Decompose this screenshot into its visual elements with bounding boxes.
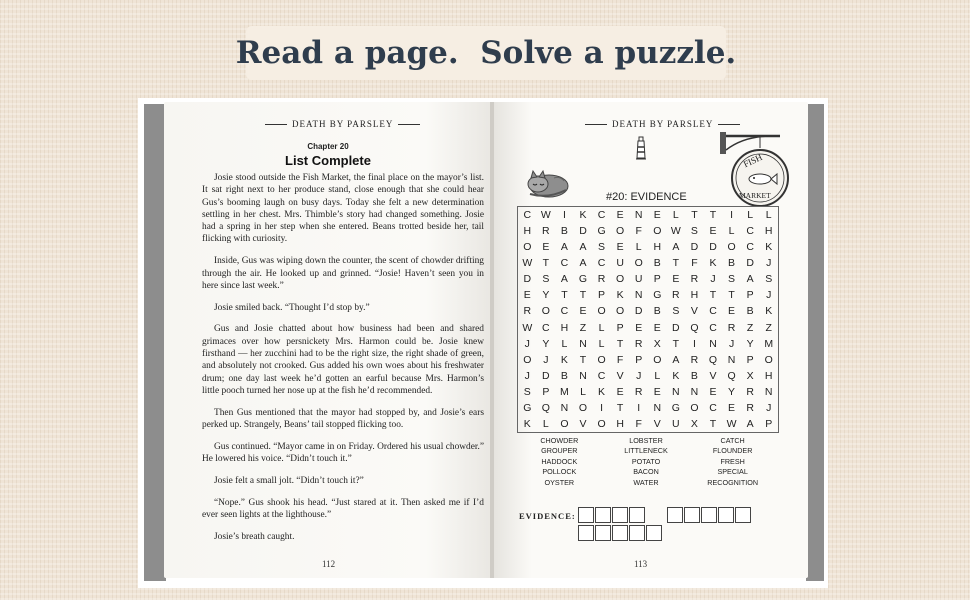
- grid-letter[interactable]: B: [728, 257, 736, 270]
- word-list-item: GROUPER: [541, 446, 578, 456]
- word-search-grid[interactable]: [517, 206, 779, 433]
- grid-letter[interactable]: P: [542, 385, 550, 398]
- grid-letter[interactable]: W: [726, 417, 737, 430]
- grid-letter[interactable]: S: [542, 273, 550, 286]
- grid-letter[interactable]: C: [542, 321, 550, 334]
- grid-letter[interactable]: P: [746, 289, 754, 302]
- grid-letter[interactable]: J: [766, 289, 772, 302]
- grid-letter[interactable]: R: [690, 353, 699, 366]
- grid-letter[interactable]: F: [691, 257, 698, 270]
- grid-letter[interactable]: O: [523, 353, 532, 366]
- grid-letter[interactable]: J: [636, 369, 642, 382]
- grid-letter[interactable]: E: [728, 401, 736, 414]
- grid-letter[interactable]: P: [635, 353, 643, 366]
- grid-letter[interactable]: C: [597, 369, 606, 382]
- sign-text-bottom: MARKET: [739, 191, 771, 200]
- grid-letter[interactable]: O: [653, 353, 662, 366]
- answer-letter-box[interactable]: [595, 507, 611, 523]
- grid-letter[interactable]: L: [561, 337, 568, 350]
- grid-letter[interactable]: L: [672, 209, 679, 222]
- grid-letter[interactable]: E: [728, 305, 736, 318]
- evidence-label: EVIDENCE:: [519, 511, 576, 521]
- word-list-item: SPECIAL: [717, 467, 748, 477]
- paragraph: Josie smiled back. “Thought I’d stop by.”: [214, 302, 370, 313]
- grid-letter[interactable]: O: [523, 241, 532, 254]
- grid-letter[interactable]: N: [634, 209, 643, 222]
- grid-letter[interactable]: H: [764, 369, 773, 382]
- grid-letter[interactable]: T: [579, 289, 587, 302]
- grid-letter[interactable]: A: [746, 273, 754, 286]
- running-head-right: DEATH BY PARSLEY: [580, 119, 745, 129]
- grid-letter[interactable]: N: [709, 337, 717, 350]
- grid-letter[interactable]: P: [765, 417, 773, 430]
- grid-letter[interactable]: L: [728, 225, 735, 238]
- grid-letter[interactable]: W: [540, 209, 551, 222]
- word-list-column: [603, 436, 690, 488]
- grid-letter[interactable]: E: [709, 385, 717, 398]
- grid-letter[interactable]: O: [634, 257, 643, 270]
- grid-letter[interactable]: N: [690, 385, 699, 398]
- answer-letter-box[interactable]: [667, 507, 683, 523]
- grid-letter[interactable]: D: [634, 305, 643, 318]
- grid-letter[interactable]: N: [672, 385, 680, 398]
- grid-letter[interactable]: E: [653, 209, 661, 222]
- grid-letter[interactable]: G: [597, 225, 606, 238]
- grid-letter[interactable]: V: [709, 369, 717, 382]
- running-head-left: DEATH BY PARSLEY: [260, 119, 425, 129]
- grid-letter[interactable]: G: [671, 401, 680, 414]
- grid-letter[interactable]: S: [672, 305, 680, 318]
- sleeping-cat-icon: [524, 168, 570, 198]
- grid-letter[interactable]: X: [690, 417, 698, 430]
- grid-letter[interactable]: K: [579, 209, 587, 222]
- grid-letter[interactable]: S: [523, 385, 531, 398]
- grid-letter[interactable]: T: [691, 209, 698, 222]
- grid-letter[interactable]: O: [541, 305, 550, 318]
- grid-letter[interactable]: E: [635, 321, 643, 334]
- grid-letter[interactable]: E: [653, 321, 661, 334]
- grid-letter[interactable]: V: [616, 369, 624, 382]
- open-book: [138, 98, 828, 588]
- page-number-right: 113: [634, 559, 648, 569]
- grid-letter[interactable]: Z: [746, 321, 754, 334]
- grid-letter[interactable]: E: [579, 305, 587, 318]
- chapter-text: [202, 172, 484, 553]
- grid-letter[interactable]: Q: [541, 401, 550, 414]
- grid-letter[interactable]: R: [542, 225, 550, 238]
- grid-letter[interactable]: T: [672, 337, 680, 350]
- grid-letter[interactable]: T: [709, 209, 717, 222]
- grid-letter[interactable]: N: [727, 353, 736, 366]
- answer-letter-box[interactable]: [629, 507, 645, 523]
- page-number-left: 112: [322, 559, 336, 569]
- grid-letter[interactable]: Q: [690, 321, 699, 334]
- answer-box-group[interactable]: [578, 525, 663, 541]
- grid-letter[interactable]: S: [765, 273, 773, 286]
- grid-letter[interactable]: A: [560, 273, 568, 286]
- grid-letter[interactable]: L: [765, 209, 772, 222]
- word-list-item: POTATO: [631, 456, 661, 466]
- grid-letter[interactable]: A: [746, 417, 754, 430]
- grid-letter[interactable]: C: [709, 401, 717, 414]
- answer-letter-box[interactable]: [612, 525, 628, 541]
- headline: Read a page. Solve a puzzle.: [235, 35, 737, 71]
- grid-letter[interactable]: Y: [746, 337, 754, 350]
- grid-letter[interactable]: D: [523, 273, 532, 286]
- grid-letter[interactable]: G: [653, 289, 662, 302]
- lighthouse-icon: [635, 136, 647, 160]
- grid-letter[interactable]: E: [542, 241, 550, 254]
- word-list-item: FLOUNDER: [712, 446, 753, 456]
- grid-letter[interactable]: T: [709, 289, 717, 302]
- grid-letter[interactable]: D: [690, 241, 699, 254]
- paragraph: Josie stood outside the Fish Market, the final place on the mayor’s list. It sat right next to her produce stand, close enough that she could hear Gus’s booming laugh on busy days. Today she felt a new determination settling in her chest. Mrs. Thimble’s story had changed something. Josie had a spring in her step when she entered. Beans trotted beside her, tail flicking with curiosity.: [202, 173, 484, 245]
- sign-text-top: FISH: [741, 152, 764, 170]
- paragraph: Inside, Gus was wiping down the counter, the scent of chowder drifting through the air. He looked up and grinned. “Josie! Haven’t seen you in here since last week.”: [202, 256, 484, 291]
- grid-letter[interactable]: O: [764, 353, 773, 366]
- chapter-label: Chapter 20: [307, 142, 349, 151]
- grid-letter[interactable]: E: [653, 385, 661, 398]
- answer-letter-box[interactable]: [718, 507, 734, 523]
- grid-letter[interactable]: A: [579, 241, 587, 254]
- book-cover-left: [144, 104, 166, 581]
- paragraph: “Nope.” Gus shook his head. “Just stared at it. Then asked me if I’d ever seen lights at the lighthouse.”: [202, 497, 484, 521]
- book-cover-right: [806, 104, 824, 581]
- grid-letter[interactable]: N: [579, 369, 587, 382]
- grid-letter[interactable]: H: [560, 321, 569, 334]
- grid-letter[interactable]: J: [766, 257, 772, 270]
- grid-letter[interactable]: B: [746, 305, 754, 318]
- grid-letter[interactable]: O: [597, 417, 606, 430]
- grid-letter[interactable]: I: [692, 337, 696, 350]
- paragraph: Josie felt a small jolt. “Didn’t touch it?”: [214, 475, 364, 486]
- grid-letter[interactable]: E: [616, 209, 624, 222]
- word-list-item: LITTLENECK: [624, 446, 668, 456]
- grid-letter[interactable]: K: [598, 385, 606, 398]
- grid-letter[interactable]: R: [634, 337, 643, 350]
- grid-letter[interactable]: N: [579, 337, 587, 350]
- paragraph: Gus continued. “Mayor came in on Friday. Ordered his usual chowder.” He lowered his voice. “Didn’t touch it.”: [202, 441, 484, 465]
- grid-letter[interactable]: Z: [579, 321, 587, 334]
- grid-letter[interactable]: W: [670, 225, 681, 238]
- grid-letter[interactable]: T: [709, 417, 717, 430]
- grid-letter[interactable]: Q: [708, 353, 718, 366]
- grid-letter[interactable]: E: [523, 289, 531, 302]
- grid-letter[interactable]: A: [672, 353, 680, 366]
- grid-letter[interactable]: C: [597, 209, 606, 222]
- answer-letter-box[interactable]: [578, 507, 594, 523]
- grid-letter[interactable]: T: [728, 289, 735, 302]
- grid-letter[interactable]: J: [728, 337, 735, 350]
- grid-letter[interactable]: I: [562, 209, 566, 222]
- grid-letter[interactable]: C: [746, 225, 754, 238]
- grid-letter[interactable]: M: [560, 385, 569, 398]
- grid-letter[interactable]: B: [653, 257, 661, 270]
- word-list-item: LOBSTER: [629, 436, 663, 445]
- left-page: [164, 102, 492, 578]
- word-list-item: WATER: [633, 477, 659, 487]
- answer-letter-box[interactable]: [701, 507, 717, 523]
- grid-letter[interactable]: B: [560, 225, 568, 238]
- word-list-item: RECOGNITION: [707, 477, 759, 487]
- grid-letter[interactable]: O: [616, 225, 625, 238]
- grid-letter[interactable]: O: [616, 273, 625, 286]
- grid-letter[interactable]: L: [598, 321, 605, 334]
- grid-letter[interactable]: E: [616, 385, 624, 398]
- grid-letter[interactable]: D: [746, 257, 754, 270]
- grid-letter[interactable]: H: [764, 225, 773, 238]
- grid-letter[interactable]: N: [764, 385, 773, 398]
- grid-letter[interactable]: D: [579, 225, 587, 238]
- grid-letter[interactable]: J: [710, 273, 716, 286]
- answer-letter-box[interactable]: [684, 507, 700, 523]
- word-list-item: CATCH: [720, 436, 745, 445]
- grid-letter[interactable]: N: [560, 401, 569, 414]
- grid-letter[interactable]: H: [616, 417, 624, 430]
- word-list-column: [689, 436, 776, 488]
- grid-letter[interactable]: F: [635, 417, 642, 430]
- grid-letter[interactable]: Z: [765, 321, 772, 334]
- grid-letter[interactable]: O: [616, 305, 625, 318]
- paragraph: Josie’s breath caught.: [214, 531, 295, 542]
- grid-letter[interactable]: U: [634, 273, 643, 286]
- grid-letter[interactable]: K: [616, 289, 624, 302]
- grid-letter[interactable]: J: [524, 369, 530, 382]
- grid-letter[interactable]: T: [561, 289, 568, 302]
- grid-letter[interactable]: B: [560, 369, 568, 382]
- word-list-item: FRESH: [720, 456, 745, 466]
- grid-letter[interactable]: O: [690, 401, 699, 414]
- grid-letter[interactable]: Y: [542, 337, 550, 350]
- grid-letter[interactable]: P: [598, 289, 606, 302]
- grid-letter[interactable]: C: [560, 257, 569, 270]
- answer-letter-box[interactable]: [612, 507, 628, 523]
- grid-letter[interactable]: J: [524, 337, 530, 350]
- word-list-item: CHOWDER: [540, 436, 579, 445]
- grid-letter[interactable]: K: [765, 241, 773, 254]
- grid-letter[interactable]: T: [672, 257, 680, 270]
- grid-letter[interactable]: J: [543, 353, 549, 366]
- grid-letter[interactable]: P: [746, 353, 754, 366]
- word-list-item: BACON: [633, 467, 659, 477]
- grid-letter[interactable]: R: [746, 401, 754, 414]
- grid-letter[interactable]: C: [560, 305, 569, 318]
- grid-letter[interactable]: I: [730, 209, 734, 222]
- grid-letter[interactable]: R: [746, 385, 754, 398]
- grid-letter[interactable]: O: [597, 353, 606, 366]
- grid-letter[interactable]: I: [637, 401, 641, 414]
- grid-letter[interactable]: U: [616, 257, 624, 270]
- grid-letter[interactable]: O: [560, 417, 569, 430]
- grid-letter[interactable]: J: [766, 401, 772, 414]
- answer-box-group[interactable]: [667, 507, 752, 523]
- grid-letter[interactable]: Q: [727, 369, 736, 382]
- grid-letter[interactable]: M: [764, 337, 774, 350]
- grid-letter[interactable]: A: [579, 257, 587, 270]
- grid-letter[interactable]: H: [523, 225, 532, 238]
- grid-letter[interactable]: O: [597, 305, 606, 318]
- grid-letter[interactable]: C: [523, 209, 532, 222]
- grid-letter[interactable]: E: [672, 273, 680, 286]
- answer-letter-box[interactable]: [578, 525, 594, 541]
- grid-letter[interactable]: L: [654, 369, 661, 382]
- grid-letter[interactable]: X: [653, 337, 661, 350]
- grid-letter[interactable]: D: [542, 369, 550, 382]
- answer-letter-box[interactable]: [646, 525, 662, 541]
- grid-letter[interactable]: R: [597, 273, 606, 286]
- grid-letter[interactable]: L: [542, 417, 549, 430]
- answer-letter-box[interactable]: [735, 507, 751, 523]
- grid-letter[interactable]: P: [616, 321, 624, 334]
- grid-letter[interactable]: T: [542, 257, 550, 270]
- headline-banner: [235, 26, 737, 80]
- grid-letter[interactable]: R: [727, 321, 736, 334]
- grid-letter[interactable]: R: [523, 305, 532, 318]
- grid-letter[interactable]: K: [523, 417, 531, 430]
- answer-letter-box[interactable]: [629, 525, 645, 541]
- grid-letter[interactable]: O: [727, 241, 736, 254]
- word-list-item: POLLOCK: [542, 467, 577, 477]
- grid-letter[interactable]: R: [690, 273, 699, 286]
- grid-letter[interactable]: E: [616, 241, 624, 254]
- grid-letter[interactable]: B: [690, 369, 698, 382]
- grid-letter[interactable]: F: [635, 225, 642, 238]
- grid-letter[interactable]: R: [634, 385, 643, 398]
- grid-letter[interactable]: S: [598, 241, 606, 254]
- grid-letter[interactable]: C: [709, 305, 717, 318]
- grid-letter[interactable]: T: [579, 353, 587, 366]
- grid-letter[interactable]: S: [728, 273, 736, 286]
- grid-letter[interactable]: K: [560, 353, 568, 366]
- grid-letter[interactable]: C: [746, 241, 754, 254]
- chapter-title: List Complete: [285, 153, 371, 168]
- grid-letter[interactable]: F: [616, 353, 624, 366]
- grid-letter[interactable]: H: [690, 289, 699, 302]
- grid-letter[interactable]: N: [634, 289, 643, 302]
- paragraph: Gus and Josie chatted about how business had been and shared grimaces over how persnickety Mrs. Harmon could be. Josie knew firsthand — her zucchini had to be the right size, the right shade of green, and absolutely not crooked. Gus added his own woes about his freshwater drum; one day last week he’d gotten an earful because Mrs. Harmon’s little pooch turned her nose up at the fish he’d recommended.: [202, 324, 484, 396]
- grid-letter[interactable]: L: [580, 385, 586, 398]
- grid-letter[interactable]: L: [747, 209, 754, 222]
- word-list-item: HADDOCK: [541, 456, 578, 466]
- grid-letter[interactable]: X: [746, 369, 754, 382]
- word-list-item: OYSTER: [544, 477, 575, 487]
- word-list: [516, 436, 776, 488]
- grid-letter[interactable]: V: [690, 305, 698, 318]
- grid-letter[interactable]: P: [653, 273, 661, 286]
- grid-letter[interactable]: L: [598, 337, 605, 350]
- grid-letter[interactable]: W: [522, 321, 533, 334]
- grid-letter[interactable]: T: [616, 337, 624, 350]
- grid-letter[interactable]: K: [709, 257, 717, 270]
- grid-letter[interactable]: L: [635, 241, 642, 254]
- grid-letter[interactable]: V: [653, 417, 661, 430]
- grid-letter[interactable]: Y: [728, 385, 736, 398]
- grid-letter[interactable]: E: [709, 225, 717, 238]
- grid-letter[interactable]: A: [560, 241, 568, 254]
- puzzle-title: #20: EVIDENCE: [606, 191, 687, 203]
- grid-letter[interactable]: D: [672, 321, 680, 334]
- grid-letter[interactable]: C: [597, 257, 606, 270]
- grid-letter[interactable]: G: [523, 401, 532, 414]
- grid-letter[interactable]: S: [690, 225, 698, 238]
- fish-market-sign-icon: [718, 128, 792, 214]
- word-list-column: [516, 436, 603, 488]
- grid-letter[interactable]: R: [672, 289, 680, 302]
- grid-letter[interactable]: K: [765, 305, 773, 318]
- grid-letter[interactable]: O: [653, 225, 662, 238]
- grid-letter[interactable]: I: [600, 401, 604, 414]
- grid-letter[interactable]: N: [653, 401, 662, 414]
- grid-letter[interactable]: G: [578, 273, 588, 286]
- grid-letter[interactable]: A: [672, 241, 680, 254]
- grid-letter[interactable]: T: [616, 401, 624, 414]
- grid-letter[interactable]: K: [672, 369, 680, 382]
- answer-letter-box[interactable]: [595, 525, 611, 541]
- grid-letter[interactable]: C: [709, 321, 717, 334]
- grid-letter[interactable]: O: [578, 401, 588, 414]
- grid-letter[interactable]: B: [653, 305, 661, 318]
- grid-letter[interactable]: U: [672, 417, 680, 430]
- answer-box-group[interactable]: [578, 507, 646, 523]
- grid-letter[interactable]: H: [653, 241, 662, 254]
- grid-letter[interactable]: V: [579, 417, 587, 430]
- right-page: [494, 102, 808, 578]
- paragraph: Then Gus mentioned that the mayor had stopped by, and Josie’s ears perked up. Strangely, Beans’ tail stopped flicking too.: [202, 407, 484, 431]
- grid-letter[interactable]: Y: [542, 289, 550, 302]
- grid-letter[interactable]: W: [522, 257, 533, 270]
- grid-letter[interactable]: D: [709, 241, 717, 254]
